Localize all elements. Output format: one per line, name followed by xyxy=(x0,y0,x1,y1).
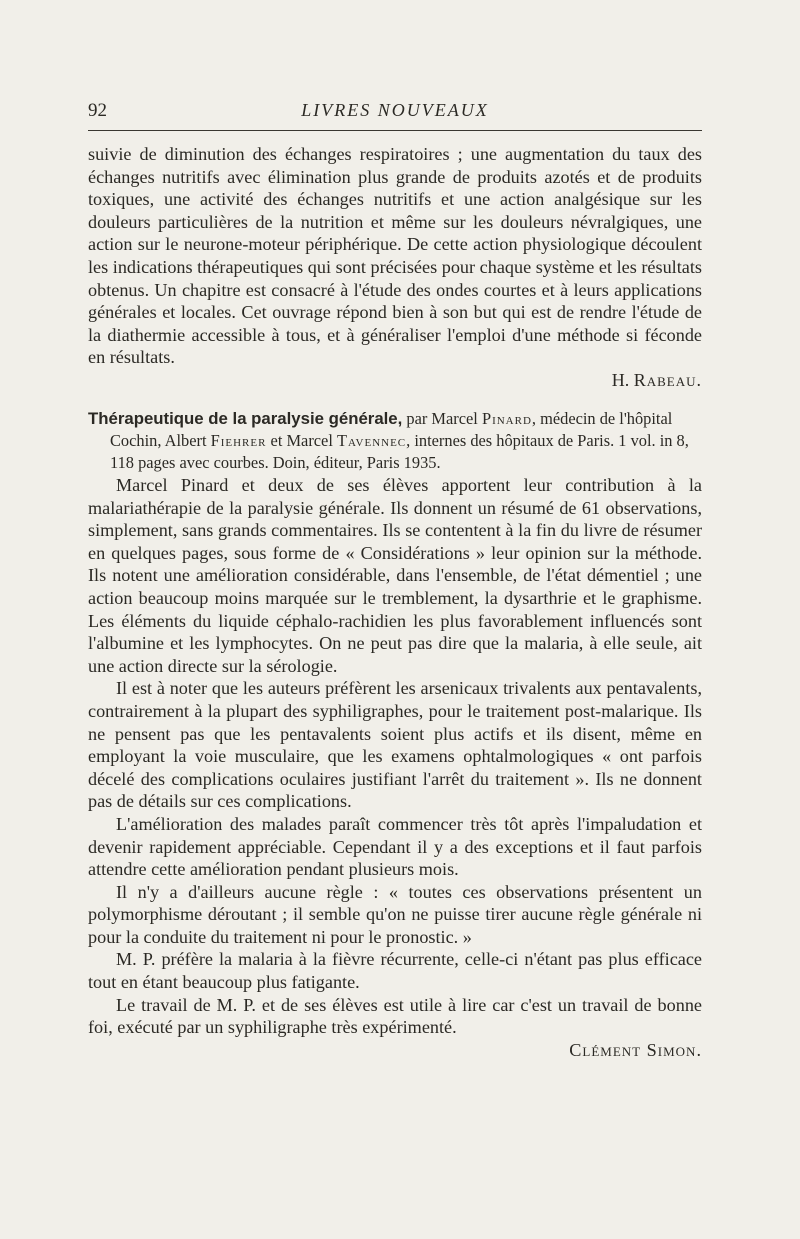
page-header xyxy=(88,96,702,130)
review-2-paragraph: L'amélioration des malades paraît commencer très tôt après l'impaludation et devenir rapidement appréciable. Cependant il y a des exceptions et il faut parfois attendre cette amélioration pendant plusieurs mois. xyxy=(88,813,702,880)
header-rule xyxy=(88,130,702,131)
review-1-body xyxy=(88,143,702,392)
ref-text: et Marcel xyxy=(266,431,337,450)
bibliographic-entry xyxy=(88,408,702,474)
review-2-signature: Clément Simon. xyxy=(569,1039,702,1060)
signature-name: Rabeau. xyxy=(633,369,702,390)
review-2-paragraph: Le travail de M. P. et de ses élèves est utile à lire car c'est un travail de bonne foi, exécuté par un syphiligraphe très expérimenté. xyxy=(88,994,702,1038)
ref-text: par Marcel xyxy=(402,409,482,428)
ref-text: , internes des hôpitaux de Paris. 1 vol. in 8, 118 pages avec courbes. Doin, éditeur, Paris 1935. xyxy=(110,431,689,472)
page-number: 92 xyxy=(88,100,107,121)
signature-initial: H. xyxy=(611,369,634,390)
running-title: LIVRES NOUVEAUX xyxy=(301,100,489,120)
review-2-paragraph: Il est à noter que les auteurs préfèrent les arsenicaux trivalents aux pentavalents, contrairement à la plupart des syphiligraphes, pour le traitement post-malarique. Ils ne pensent pas que les pentavalents soient plus actifs et ils disent, même en employant la voie musculaire, que les examens ophtalmologiques « ont parfois décelé des complications oculaires justifiant l'arrêt du traitement ». Ils ne donnent pas de détails sur ces complications. xyxy=(88,678,702,812)
author-name: Pinard xyxy=(481,409,532,428)
review-1-signature xyxy=(88,369,702,392)
author-name: Tavennec xyxy=(337,431,407,450)
author-name: Fiehrer xyxy=(210,431,267,450)
review-2-paragraph: M. P. préfère la malaria à la fièvre récurrente, celle-ci n'étant pas plus efficace tout en étant beaucoup plus fatigante. xyxy=(88,949,702,993)
book-title: Thérapeutique de la paralysie générale, xyxy=(88,409,403,428)
review-2-paragraph: Marcel Pinard et deux de ses élèves apportent leur contribution à la malariathérapie de la paralysie générale. Ils donnent un résumé de 61 observations, simplement, sans grands commentaires. Ils se contentent à la fin du livre de résumer en quelques pages, sous forme de « Considérations » leur opinion sur la méthode. Ils notent une amélioration considérable, dans l'ensemble, de l'état démentiel ; une action beaucoup moins marquée sur le tremblement, la dysarthrie et le graphisme. Les éléments du liquide céphalo-rachidien les plus favorablement influencés sont l'albumine et les lymphocytes. On ne peut pas dire que la malaria, à elle seule, ait une action directe sur la sérologie. xyxy=(88,475,702,676)
ref-text: , médecin de l'hôpital Cochin, Albert xyxy=(110,409,673,450)
review-2-body xyxy=(88,474,702,1061)
review-1-paragraph: suivie de diminution des échanges respiratoires ; une augmentation du taux des échanges nutritifs avec élimination plus grande de produits azotés et de produits toxiques, une activité des échanges nutritifs et une action analgésique sur les douleurs particulières de la nutrition et même sur les douleurs névralgiques, une action sur le neurone-moteur périphérique. De cette action physiologique découlent les indications thérapeutiques qui sont précisées pour chaque système et les résultats obtenus. Un chapitre est consacré à l'étude des ondes courtes et à leurs applications générales et locales. Cet ouvrage répond bien à son but qui est de rendre l'étude de la diathermie accessible à tous, et à généraliser l'emploi d'une méthode si féconde en résultats. xyxy=(88,144,702,368)
review-2-paragraph: Il n'y a d'ailleurs aucune règle : « toutes ces observations présentent un polymorphisme déroutant ; il semble qu'on ne puisse tirer aucune règle générale ni pour la conduite du traitement ni pour le pronostic. » xyxy=(88,881,702,947)
review-2-reference xyxy=(88,408,702,474)
